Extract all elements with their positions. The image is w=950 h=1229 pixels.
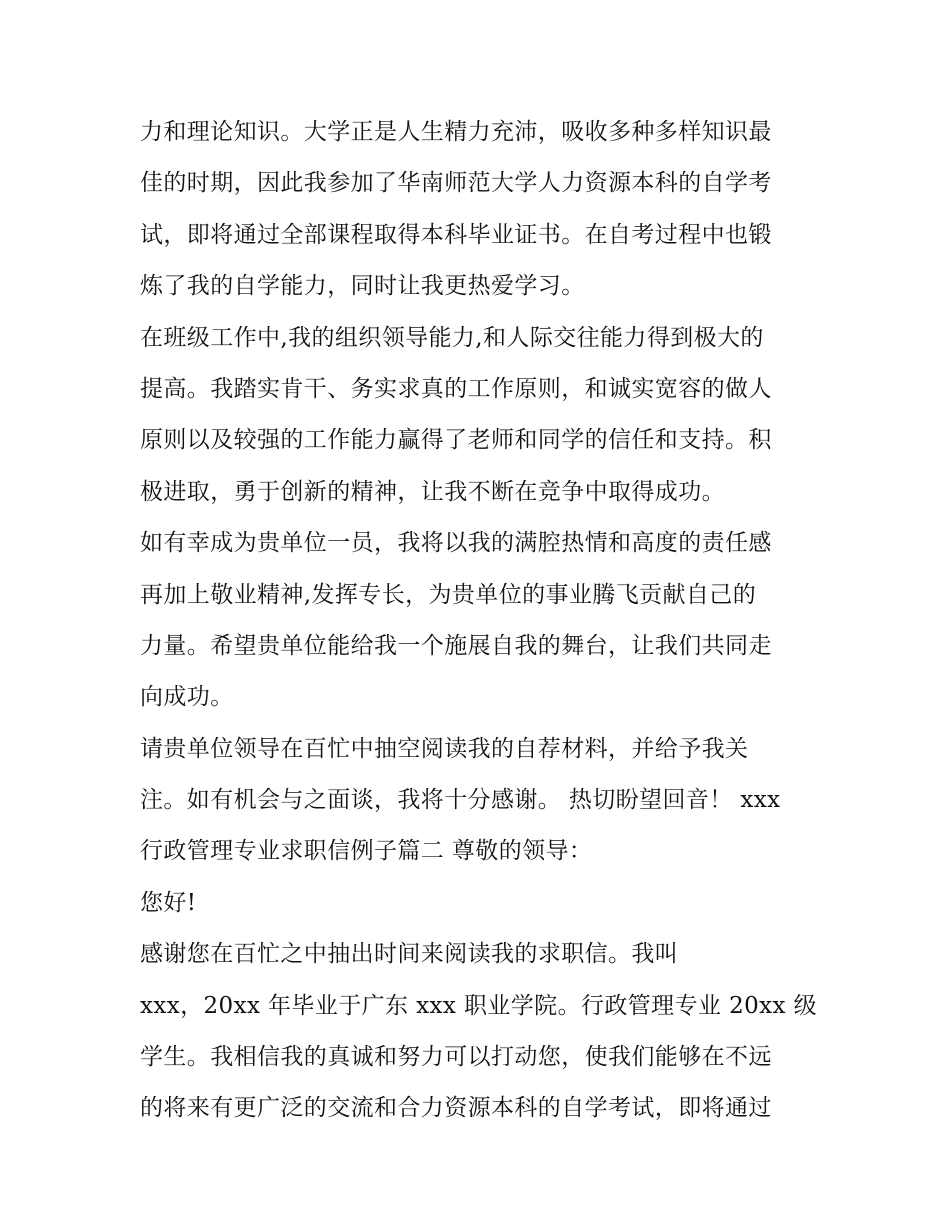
text-line: 在班级工作中,我的组织领导能力,和人际交往能力得到极大的 xyxy=(140,324,764,351)
text-line: 力和理论知识。大学正是人生精力充沛，吸收多种多样知识最 xyxy=(140,119,772,145)
text-line: 向成功。 xyxy=(140,684,234,711)
text-line: 您好! xyxy=(140,889,197,916)
text-line: 原则以及较强的工作能力赢得了老师和同学的信任和支持。积 xyxy=(140,427,772,454)
text-line: 注。如有机会与之面谈，我将十分感谢。 热切盼望回音！ xxx xyxy=(140,787,781,814)
letter-body xyxy=(140,107,815,1135)
text-line: 佳的时期，因此我参加了华南师范大学人力资源本科的自学考 xyxy=(140,170,772,197)
text-line: 提高。我踏实肯干、务实求真的工作原则，和诚实宽容的做人 xyxy=(140,375,772,402)
text-line: 请贵单位领导在百忙中抽空阅读我的自荐材料，并给予我关 xyxy=(140,735,749,762)
text-line: 再加上敬业精神,发挥专长，为贵单位的事业腾飞贡献自己的 xyxy=(140,581,757,608)
text-line: 学生。我相信我的真诚和努力可以打动您，使我们能够在不远 xyxy=(140,1044,772,1071)
text-line: 如有幸成为贵单位一员，我将以我的满腔热情和高度的责任感 xyxy=(140,530,772,557)
text-line: 试，即将通过全部课程取得本科毕业证书。在自考过程中也锻 xyxy=(140,221,772,248)
text-line: 行政管理专业求职信例子篇二 尊敬的领导： xyxy=(140,838,593,865)
text-line: 炼了我的自学能力，同时让我更热爱学习。 xyxy=(140,273,585,300)
text-line: 的将来有更广泛的交流和合力资源本科的自学考试，即将通过 xyxy=(140,1095,772,1122)
text-line: 力量。希望贵单位能给我一个施展自我的舞台，让我们共同走 xyxy=(140,632,772,659)
text-line: 极进取，勇于创新的精神，让我不断在竞争中取得成功。 xyxy=(140,478,725,505)
text-line: 感谢您在百忙之中抽出时间来阅读我的求职信。我叫 xyxy=(140,941,679,968)
text-line: xxx，20xx 年毕业于广东 xxx 职业学院。行政管理专业 20xx 级 xyxy=(140,992,817,1019)
